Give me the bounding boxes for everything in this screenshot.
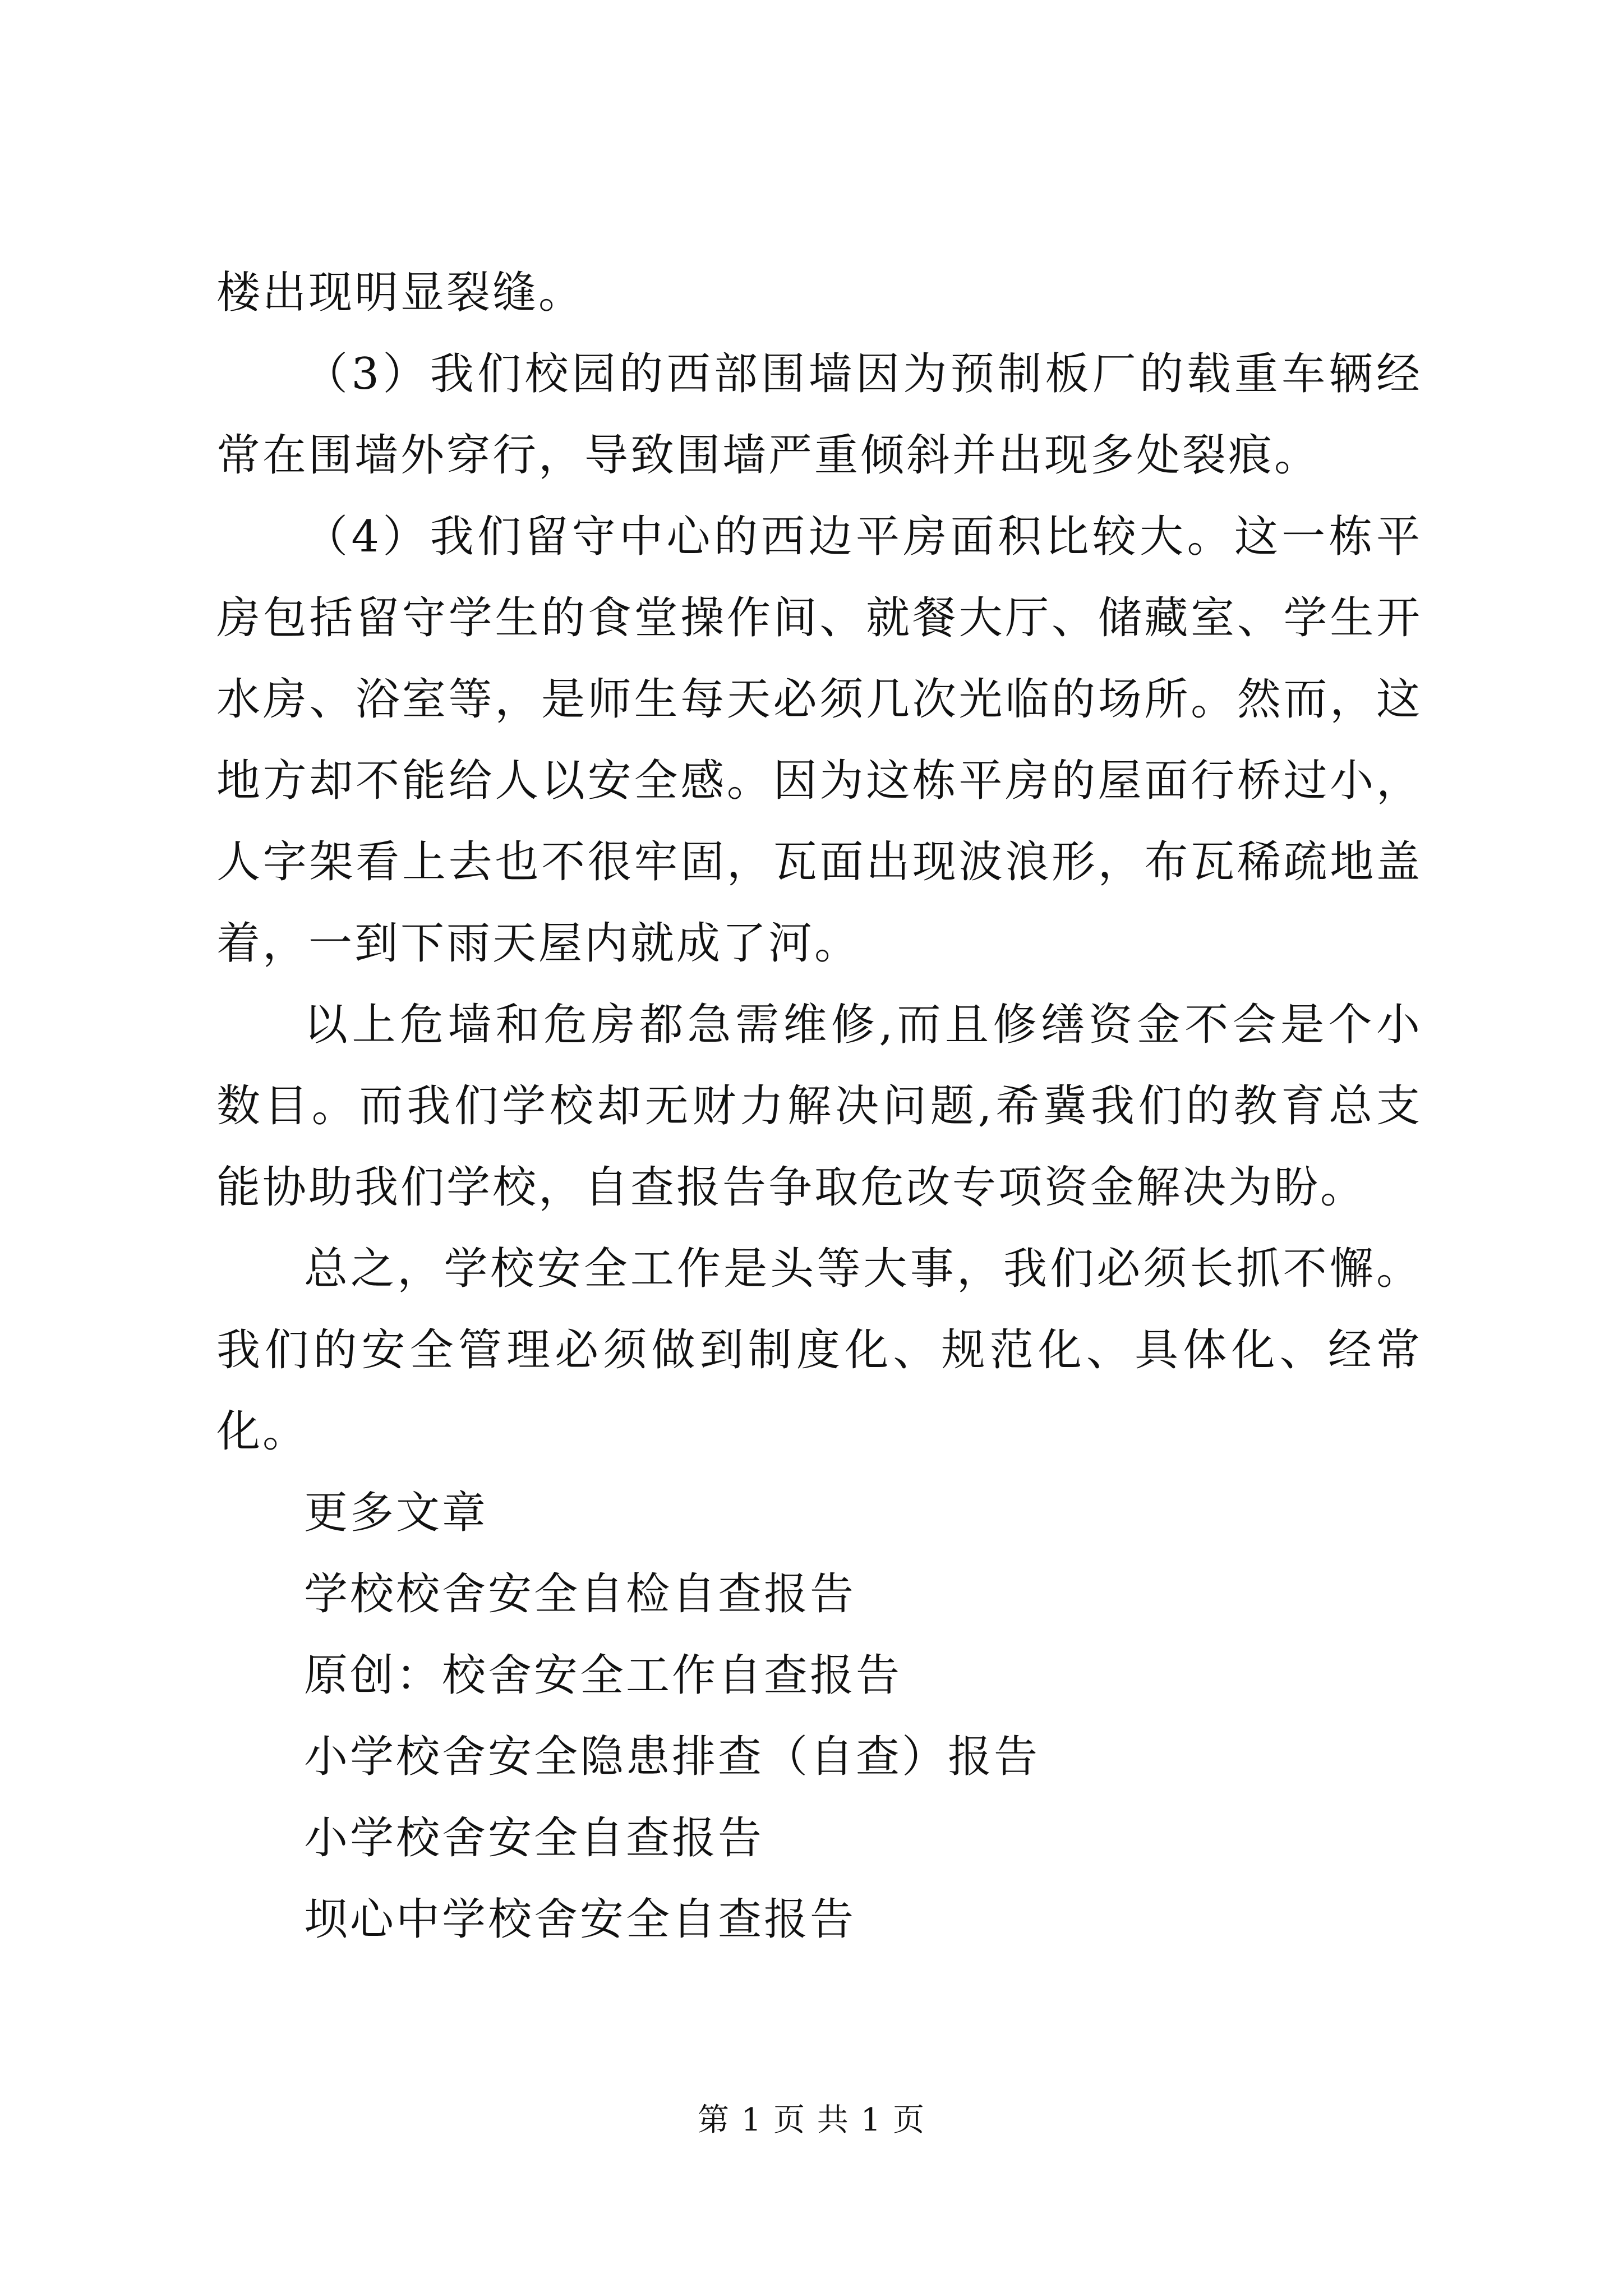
more-article-link[interactable]: 原创：校舍安全工作自查报告 <box>304 1650 902 1701</box>
paragraph-conclusion: 总之，学校安全工作是头等大事，我们必须长抓不懈。我们的安全管理必须做到制度化、规范化、具体化、经常化。 <box>216 1244 1422 1457</box>
page-footer: 第 1 页 共 1 页 <box>697 2102 926 2138</box>
paragraph-continuation: 楼出现明显裂缝。 <box>216 268 585 318</box>
more-articles-heading: 更多文章 <box>304 1488 488 1538</box>
more-article-link[interactable]: 小学校舍安全隐患排查（自查）报告 <box>304 1732 1040 1782</box>
paragraph-item-4: （4）我们留守中心的西边平房面积比较大。这一栋平房包括留守学生的食堂操作间、就餐大厅、储藏室、学生开水房、浴室等，是师生每天必须几次光临的场所。然而，这地方却不能给人以安全感。因为这栋平房的屋面行桥过小，人字架看上去也不很牢固，瓦面出现波浪形，布瓦稀疏地盖着，一到下雨天屋内就成了河。 <box>216 512 1422 969</box>
more-articles-list <box>216 1554 1422 1961</box>
more-article-link[interactable]: 小学校舍安全自查报告 <box>304 1813 764 1864</box>
document-body <box>216 252 1422 1961</box>
paragraph-item-3: （3）我们校园的西部围墙因为预制板厂的载重车辆经常在围墙外穿行，导致围墙严重倾斜并出现多处裂痕。 <box>216 349 1422 481</box>
more-article-link[interactable]: 坝心中学校舍安全自查报告 <box>304 1894 856 1945</box>
more-article-link[interactable]: 学校校舍安全自检自查报告 <box>304 1569 856 1619</box>
paragraph-repair-request: 以上危墙和危房都急需维修,而且修缮资金不会是个小数目。而我们学校却无财力解决问题,希冀我们的教育总支能协助我们学校，自查报告争取危改专项资金解决为盼。 <box>216 1000 1422 1213</box>
